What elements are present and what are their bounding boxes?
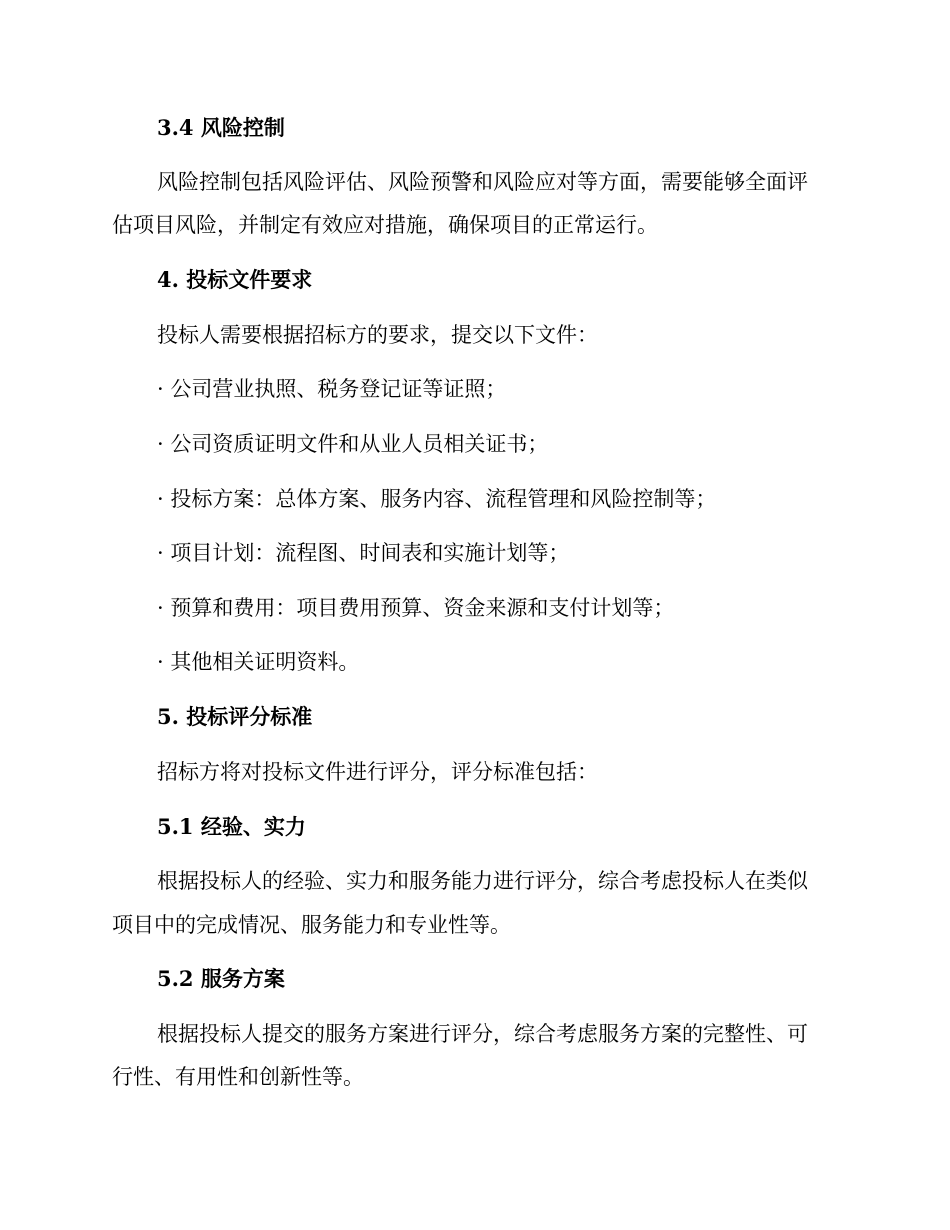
section-5-1-paragraph-line-2: 项目中的完成情况、服务能力和专业性等。 [112, 913, 511, 937]
document-list-item: · 其他相关证明资料。 [157, 650, 360, 674]
document-list-item: · 投标方案：总体方案、服务内容、流程管理和风险控制等； [157, 487, 717, 511]
document-list-item: · 公司资质证明文件和从业人员相关证书； [157, 432, 549, 456]
section-5-2-paragraph-line-1: 根据投标人提交的服务方案进行评分，综合考虑服务方案的完整性、可 [157, 1022, 808, 1046]
section-4-heading: 4. 投标文件要求 [157, 267, 313, 292]
section-5-1-paragraph-line-1: 根据投标人的经验、实力和服务能力进行评分，综合考虑投标人在类似 [157, 869, 808, 893]
document-list-item: · 项目计划：流程图、时间表和实施计划等； [157, 541, 570, 565]
section-5-2-heading: 5.2 服务方案 [157, 966, 285, 991]
section-5-heading: 5. 投标评分标准 [157, 704, 313, 729]
section-5-intro: 招标方将对投标文件进行评分，评分标准包括： [157, 760, 598, 784]
section-3-4-paragraph-line-1: 风险控制包括风险评估、风险预警和风险应对等方面，需要能够全面评 [157, 170, 808, 194]
section-5-2-paragraph-line-2: 行性、有用性和创新性等。 [112, 1065, 364, 1089]
section-5-1-heading: 5.1 经验、实力 [157, 814, 306, 839]
section-4-intro: 投标人需要根据招标方的要求，提交以下文件： [157, 323, 598, 347]
section-3-4-heading: 3.4 风险控制 [157, 115, 285, 140]
document-list-item: · 预算和费用：项目费用预算、资金来源和支付计划等； [157, 596, 675, 620]
section-3-4-paragraph-line-2: 估项目风险，并制定有效应对措施，确保项目的正常运行。 [112, 213, 658, 237]
document-list-item: · 公司营业执照、税务登记证等证照； [157, 377, 507, 401]
